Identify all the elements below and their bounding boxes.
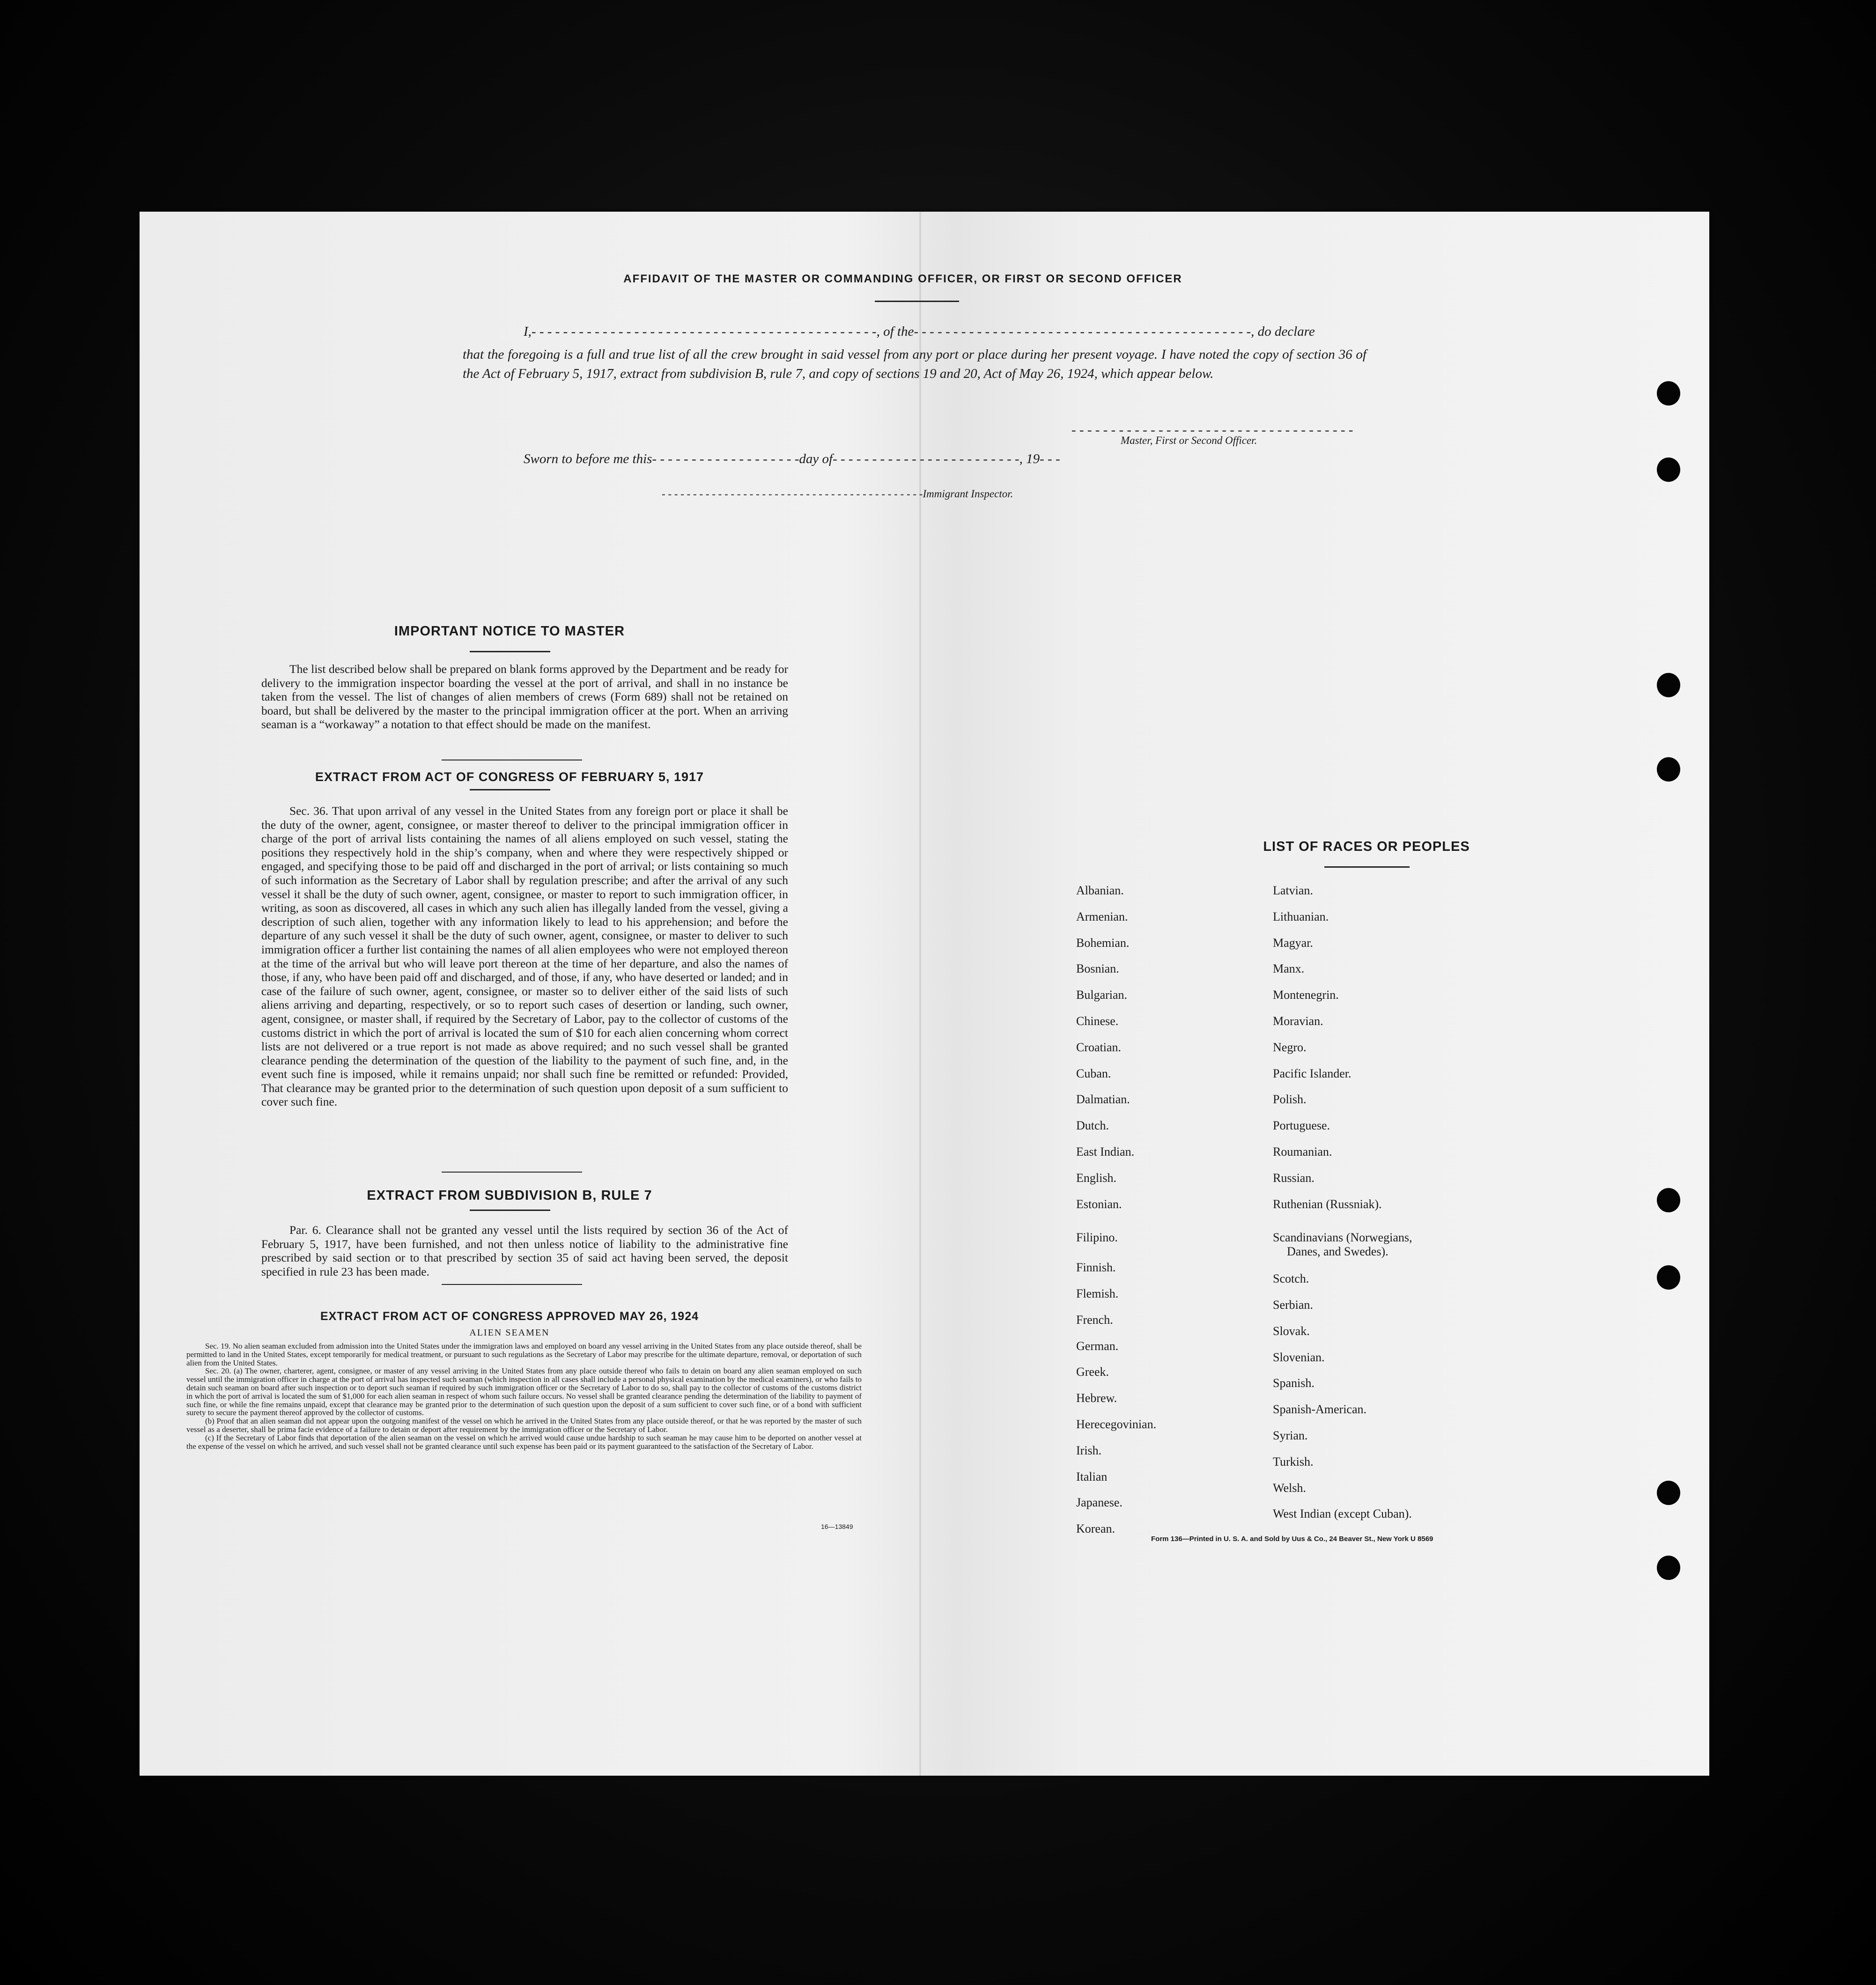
sworn-month-blank: - - - - - - - - - - - - - - - - - - - - - - - - [833,451,1019,466]
document-page [140,212,1709,1776]
sworn-year-label: , 19 [1019,451,1040,466]
punch-hole [1657,1556,1680,1580]
affidavit-title: AFFIDAVIT OF THE MASTER OR COMMANDING OFFICER, OR FIRST OR SECOND OFFICER [623,273,1182,285]
extract-1917-title: EXTRACT FROM ACT OF CONGRESS OF FEBRUARY 5, 1917 [315,770,704,784]
race-item: Greek. [1076,1365,1109,1379]
extract-1917-separator [442,1172,582,1173]
race-item: Ruthenian (Russniak). [1273,1197,1382,1211]
races-title: LIST OF RACES OR PEOPLES [1263,839,1470,854]
race-item: Turkish. [1273,1454,1314,1468]
race-item: Hebrew. [1076,1391,1117,1405]
extract-1924-sec20b: (b) Proof that an alien seaman did not appear upon the outgoing manifest of the vessel on which he arrived in the United States from any place outside thereof, or that he was reported by the master of such vessel as a deserter, shall be prima facie evidence of a failure to detain or deport after requirement by the immigration officer or the Secretary of Labor. [186,1417,862,1434]
race-item: Moravian. [1273,1014,1323,1028]
extract-1924-sec19: Sec. 19. No alien seaman excluded from admission into the United States under the immigration laws and employed on board any vessel arriving in the United States from any place outside thereof, shall be permitted to land in the United States, except temporarily for medical treatment, or pursuant to such regulations as the Secretary of Labor may prescribe for the ultimate departure, removal, or deportation of such alien from the United States. [186,1342,862,1367]
vessel-name-blank: - - - - - - - - - - - - - - - - - - - - - - - - - - - - - - - - - - - - - - - - - - - [914,324,1251,339]
race-item: Irish. [1076,1443,1102,1457]
race-item: Polish. [1273,1092,1307,1107]
punch-hole [1657,1188,1680,1212]
race-item: Spanish-American. [1273,1402,1367,1417]
race-item: Albanian. [1076,884,1124,897]
race-item: Armenian. [1076,909,1128,923]
notice-title: IMPORTANT NOTICE TO MASTER [394,624,625,639]
punch-hole [1657,1481,1680,1505]
extract-rule7-text: Par. 6. Clearance shall not be granted any vessel until the lists required by section 36 of the Act of February 5, 1917, have been furnished, and not then unless notice of liability to the administrative fine prescribed by said section or to that prescribed by section 35 of said act having been served, the deposit specified in rule 23 has been made. [261,1223,788,1278]
affidavit-declare-label: , do declare [1251,324,1315,339]
extract-rule7-title: EXTRACT FROM SUBDIVISION B, RULE 7 [367,1188,652,1203]
affidavit-body-text: that the foregoing is a full and true list of all the crew brought in said vessel from any port or place during her present voyage. I have noted the copy of section 36 of the Act of February 5, 1917, extract from subdivision B, rule 7, and copy of sections 19 and 20, Act of May 26, 1924, which appear below. [463,347,1366,381]
race-item: Finnish. [1076,1261,1116,1275]
notice-body [261,662,788,731]
extract-1917-text: Sec. 36. That upon arrival of any vessel in the United States from any foreign port or place it shall be the duty of the owner, agent, consignee, or master thereof to deliver to the principal immigration officer in charge of the port of arrival lists containing the names of all aliens employed on such vessel, stating the positions they respectively hold in the ship’s company, when and where they were respectively shipped or engaged, and specifying those to be paid off and discharged in the port of arrival; or lists containing so much of such information as the Secretary of Labor shall by regulation prescribe; and after the arrival of any such vessel it shall be the duty of such owner, agent, consignee, or master to report to such immigration officer, in writing, as soon as discovered, all cases in which any such alien has illegally landed from the vessel, giving a description of such alien, together with any information likely to lead to his apprehension; and before the departure of any such vessel it shall be the duty of such owner, agent, consignee, or master to deliver to such immigration officer a further list containing the names of all alien employees who were not employed thereon at the time of the arrival but who will leave port thereon at the time of her departure, and also the names of those, if any, who have been paid off and discharged, and of those, if any, who have deserted or landed; and in case of the failure of such owner, agent, consignee, or master so to deliver either of the said lists of such aliens arriving and departing, respectively, or so to report such cases of desertion or landing, such owner, agent, consignee, or master shall, if required by the Secretary of Labor, pay to the collector of customs of the customs district in which the port of arrival is located the sum of $10 for each alien concerning whom correct lists are not delivered or a true report is not made as above required; and no such vessel shall be granted clearance pending the determination of the question of the liability to the payment of such fine, and, in the event such fine is imposed, while it remains unpaid; nor shall such fine be remitted or refunded: Provided, That clearance may be granted prior to the determination of such question upon deposit of a sum sufficient to cover such fine. [261,804,788,1109]
affidavit-i-label: I, [524,324,532,339]
races-rule [1324,866,1410,868]
sworn-day-blank: - - - - - - - - - - - - - - - - - - - [652,451,799,466]
race-item: Negro. [1273,1040,1307,1054]
inspector-caption: Immigrant Inspector. [923,488,1013,500]
race-item: Spanish. [1273,1376,1315,1390]
race-item: Latvian. [1273,884,1313,897]
affidavit-declarant-line [524,324,1315,339]
declarant-name-blank: - - - - - - - - - - - - - - - - - - - - - - - - - - - - - - - - - - - - - - - - - - - - [531,324,877,339]
notice-text: The list described below shall be prepared on blank forms approved by the Department and be ready for delivery to the immigration inspector boarding the vessel at the port of arrival, and shall in no instance be taken from the vessel. The list of changes of alien members of crews (Form 689) shall not be retained on board, but shall be delivered by the master to the principal immigration officer at the port. When an arriving seaman is a “workaway” a notation to that effect should be made on the manifest. [261,662,788,731]
race-item: Portuguese. [1273,1119,1330,1133]
race-item: Russian. [1273,1171,1315,1185]
race-item: Croatian. [1076,1040,1122,1054]
race-item: Magyar. [1273,936,1313,950]
race-item: Pacific Islander. [1273,1066,1352,1080]
extract-1924-sec20a: Sec. 20. (a) The owner, charterer, agent, consignee, or master of any vessel arriving in the United States from any place outside thereof who fails to detain on board any alien seaman employed on such vessel until the immigration officer in charge at the port of arrival has inspected such seaman (which inspection in all cases shall include a personal physical examination by the medical examiners), or who fails to detain such seaman on board after such inspection or to deport such seaman if required by such immigration officer or the Secretary of Labor to do so, shall pay to the collector of customs of the customs district in which the port of arrival is located the sum of $1,000 for each alien seaman in respect of whom such failure occurs. No vessel shall be granted clearance pending the determination of the liability to payment of such fine, or while the fine remains unpaid, except that clearance may be granted prior to the determination of such question upon the deposit of a sum sufficient to cover such fine, or of a bond with sufficient surety to secure the payment thereof approved by the collector of customs. [186,1366,862,1417]
race-item: Dalmatian. [1076,1092,1130,1107]
punch-hole [1657,757,1680,782]
race-item: Filipino. [1076,1231,1118,1245]
sworn-year-blank: - - - [1040,451,1060,466]
race-item: Roumanian. [1273,1145,1332,1159]
race-item: Korean. [1076,1522,1115,1536]
race-item: Cuban. [1076,1066,1111,1080]
affidavit-of-the-label: , of the [876,324,914,339]
extract-1917-rule [470,789,550,790]
race-item: Syrian. [1273,1429,1308,1442]
sworn-line [524,451,1060,467]
race-item-continuation: Danes, and Swedes). [1287,1245,1389,1259]
form-footer-note: Form 136—Printed in U. S. A. and Sold by Uus & Co., 24 Beaver St., New York U 8569 [1151,1535,1433,1543]
race-item: Italian [1076,1469,1108,1483]
extract-rule7-rule [470,1210,550,1211]
master-caption: Master, First or Second Officer. [1121,435,1257,446]
affidavit-body [463,345,1366,384]
page-fold [919,212,921,1776]
race-item: West Indian (except Cuban). [1273,1507,1412,1521]
race-item: East Indian. [1076,1145,1135,1159]
inspector-blank: - - - - - - - - - - - - - - - - - - - - - - - - - - - - - - - - - - - - - - - - - - [662,488,923,500]
race-item: Serbian. [1273,1298,1313,1312]
punch-hole [1657,458,1680,482]
race-item: Estonian. [1076,1197,1122,1211]
race-item: Herecegovinian. [1076,1417,1157,1431]
punch-hole [1657,381,1680,406]
extract-1924-body [186,1342,862,1450]
race-item: Slovak. [1273,1324,1310,1338]
race-item: Slovenian. [1273,1350,1325,1364]
master-signature-blank: - - - - - - - - - - - - - - - - - - - - - - - - - - - - - - - - - - - - [1071,422,1353,437]
affidavit-rule [875,301,959,302]
race-item: Bulgarian. [1076,988,1128,1002]
extract-1924-sec20c: (c) If the Secretary of Labor finds that deportation of the alien seaman on the vessel on which he arrived would cause undue hardship to such seaman he may cause him to be deported on another vessel at the expense of the vessel on which he arrived, and such vessel shall not be granted clearance until such expense has been paid or its payment guaranteed to the satisfaction of the Secretary of Labor. [186,1433,862,1451]
race-item: Welsh. [1273,1481,1306,1495]
extract-1924-subtitle: ALIEN SEAMEN [469,1328,550,1338]
punch-hole [1657,673,1680,697]
race-item: Montenegrin. [1273,988,1339,1002]
race-item: Flemish. [1076,1287,1119,1300]
race-item: Scandinavians (Norwegians, [1273,1231,1412,1245]
form-code: 16—13849 [821,1523,853,1530]
race-item: Chinese. [1076,1014,1119,1028]
extract-rule7-body [261,1223,788,1278]
punch-hole [1657,1265,1680,1290]
extract-1924-title: EXTRACT FROM ACT OF CONGRESS APPROVED MAY 26, 1924 [320,1310,699,1323]
race-item: Lithuanian. [1273,909,1329,923]
sworn-label: Sworn to before me this [524,451,652,466]
race-item: French. [1076,1313,1113,1327]
race-item: English. [1076,1171,1116,1185]
extract-rule7-separator [442,1284,582,1285]
race-item: Scotch. [1273,1272,1309,1286]
race-item: Bosnian. [1076,962,1119,976]
race-item: German. [1076,1339,1119,1353]
notice-rule [470,651,550,652]
inspector-signature-line [662,488,1013,500]
race-item: Japanese. [1076,1496,1123,1510]
race-item: Bohemian. [1076,936,1130,950]
sworn-day-of-label: day of [799,451,833,466]
race-item: Manx. [1273,962,1305,976]
extract-1917-body [261,804,788,1109]
race-item: Dutch. [1076,1119,1109,1133]
